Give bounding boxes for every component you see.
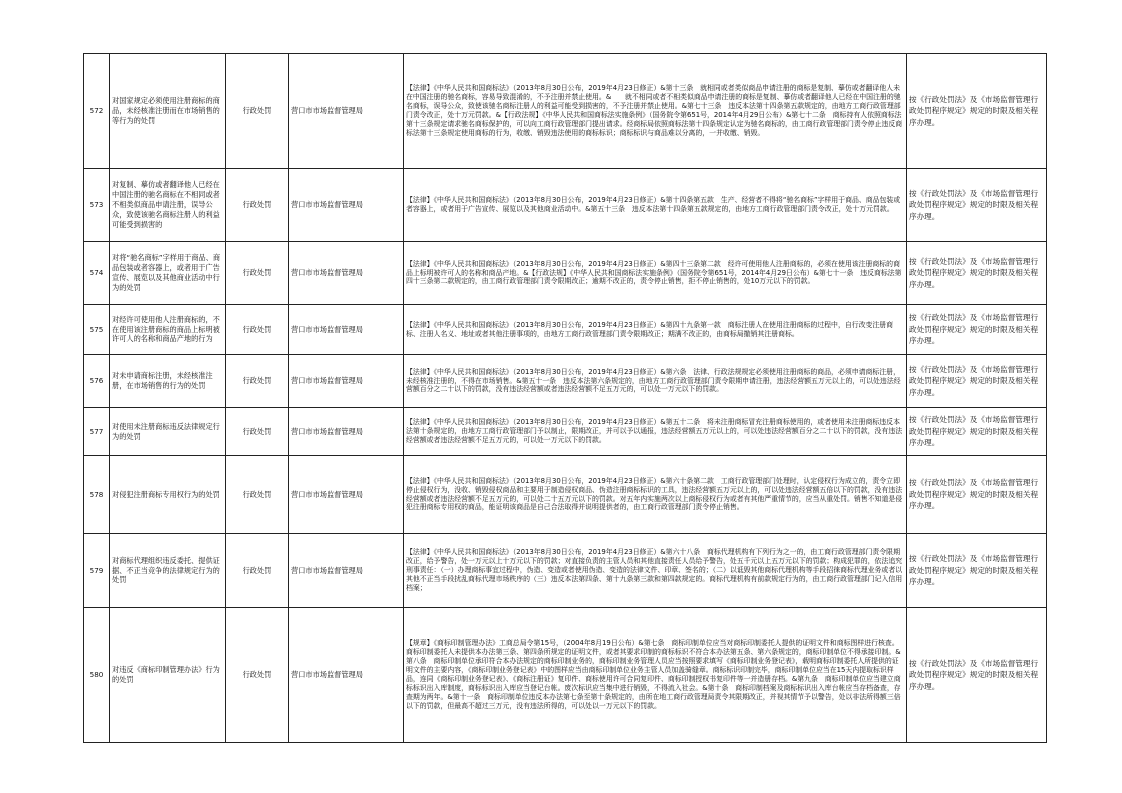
procedure-note: 按《行政处罚法》及《市场监督管理行政处罚程序规定》规定的时限及相关程序办理。 [907,169,1047,242]
procedure-note: 按《行政处罚法》及《市场监督管理行政处罚程序规定》规定的时限及相关程序办理。 [907,305,1047,355]
enforcement-agency: 营口市市场监督管理局 [289,242,404,305]
legal-basis: 【法律】《中华人民共和国商标法》（2013年8月30日公布，2019年4月23日修正）&第六十条第二款 工商行政管理部门处理时，认定侵权行为成立的，责令立即停止侵权行为，没收、销毁侵权商品和主要用于制造侵权商品、伪造注册商标标识的工具，违法经营额五万元以上的，可以处违法经营额五倍以下的罚款，没有违法经营额或者违法经营额不足五万元的，可以处二十五万元以下的罚款。对五年内实施两次以上商标侵权行为或者有其他严重情节的，应当从重处罚。销售不知道是侵犯注册商标专用权的商品，能证明该商品是自己合法取得并说明提供者的，由工商行政管理部门责令停止销售。 [404,456,907,534]
procedure-note: 按《行政处罚法》及《市场监督管理行政处罚程序规定》规定的时限及相关程序办理。 [907,355,1047,408]
table-row [84,355,1047,408]
item-name: 对经许可使用他人注册商标的，不在使用该注册商标的商品上标明被许可人的名称和商品产地的行为 [110,305,226,355]
enforcement-agency: 营口市市场监督管理局 [289,608,404,743]
table-row [84,305,1047,355]
item-name: 对复制、摹仿或者翻译他人已经在中国注册的驰名商标在不相同或者不相类似商品申请注册，误导公众，致使该驰名商标注册人的利益可能受到损害的 [110,169,226,242]
row-number: 576 [84,355,110,408]
table-row [84,456,1047,534]
item-name: 对商标代理组织违反委托、提供证据、不正当竞争的法律规定行为的处罚 [110,534,226,608]
table-row [84,54,1047,169]
item-type: 行政处罚 [226,408,289,456]
item-name: 对侵犯注册商标专用权行为的处罚 [110,456,226,534]
legal-basis: 【法律】《中华人民共和国商标法》（2013年8月30日公布，2019年4月23日修正）&第六条 法律、行政法规规定必须使用注册商标的商品，必须申请商标注册，未经核准注册的，不得在市场销售。&第五十一条 违反本法第六条规定的，由地方工商行政管理部门责令限期申请注册，违法经营额五万元以上的，可以处违法经营额百分之二十以下的罚款，没有违法经营额或者违法经营额不足五万元的，可以处一万元以下的罚款。 [404,355,907,408]
power-list-table [83,53,1047,743]
legal-basis: 【法律】《中华人民共和国商标法》（2013年8月30日公布，2019年4月23日修正）&第四十九条第一款 商标注册人在使用注册商标的过程中，自行改变注册商标、注册人名义、地址或者其他注册事项的，由地方工商行政管理部门责令限期改正；期满不改正的，由商标局撤销其注册商标。 [404,305,907,355]
enforcement-agency: 营口市市场监督管理局 [289,534,404,608]
legal-basis: 【法律】《中华人民共和国商标法》（2013年8月30日公布，2019年4月23日修正）&第四十三条第二款 经许可使用他人注册商标的，必须在使用该注册商标的商品上标明被许可人的名称和商品产地。&【行政法规】《中华人民共和国商标法实施条例》（国务院令第651号，2014年4月29日公布）&第七十一条 违反商标法第四十三条第二款规定的，由工商行政管理部门责令限期改正；逾期不改正的，责令停止销售，拒不停止销售的，处10万元以下的罚款。 [404,242,907,305]
procedure-note: 按《行政处罚法》及《市场监督管理行政处罚程序规定》规定的时限及相关程序办理。 [907,54,1047,169]
item-type: 行政处罚 [226,169,289,242]
row-number: 578 [84,456,110,534]
table-row [84,169,1047,242]
table-row [84,608,1047,743]
row-number: 577 [84,408,110,456]
row-number: 580 [84,608,110,743]
enforcement-agency: 营口市市场监督管理局 [289,408,404,456]
table-row [84,534,1047,608]
procedure-note: 按《行政处罚法》及《市场监督管理行政处罚程序规定》规定的时限及相关程序办理。 [907,408,1047,456]
legal-basis: 【法律】《中华人民共和国商标法》（2013年8月30日公布，2019年4月23日修正）&第十三条 就相同或者类似商品申请注册的商标是复制、摹仿或者翻译他人未在中国注册的驰名商标，容易导致混淆的，不予注册并禁止使用。& 就不相同或者不相类似商品申请注册的商标是复制、摹仿或者翻译他人已经在中国注册的驰名商标，误导公众，致使该驰名商标注册人的利益可能受到损害的，不予注册并禁止使用。&第七十三条 违反本法第十四条第五款规定的，由地方工商行政管理部门责令改正，处十万元罚款。&【行政法规】《中华人民共和国商标法实施条例》（国务院令第651号，2014年4月29日公布）&第七十二条 商标持有人依照商标法第十三条规定请求驰名商标保护的，可以向工商行政管理部门提出请求。经商标局依照商标法第十四条规定认定为驰名商标的，由工商行政管理部门责令停止违反商标法第十三条规定使用商标的行为，收缴、销毁违法使用的商标标识；商标标识与商品难以分离的，一并收缴、销毁。 [404,54,907,169]
row-number: 575 [84,305,110,355]
item-type: 行政处罚 [226,456,289,534]
item-type: 行政处罚 [226,54,289,169]
item-name: 对使用未注册商标违反法律规定行为的处罚 [110,408,226,456]
item-name: 对国家规定必须使用注册商标的商品，未经核准注册而在市场销售的等行为的处罚 [110,54,226,169]
enforcement-agency: 营口市市场监督管理局 [289,169,404,242]
table-row [84,242,1047,305]
procedure-note: 按《行政处罚法》及《市场监督管理行政处罚程序规定》规定的时限及相关程序办理。 [907,608,1047,743]
legal-basis: 【规章】《商标印制管理办法》工商总局令第15号，（2004年8月19日公布）&第七条 商标印制单位应当对商标印制委托人提供的证明文件和商标图样进行核查。商标印制委托人未提供本办法第三条、第四条所规定的证明文件，或者其要求印制的商标标识不符合本办法第五条、第六条规定的，商标印制单位不得承接印制。&第八条 商标印制单位承印符合本办法规定的商标印制业务的，商标印制业务管理人员应当按照要求填写《商标印制业务登记表》，载明商标印制委托人所提供的证明文件的主要内容，《商标印制业务登记表》中的图样应当由商标印制单位业务主管人员加盖骑缝章。商标标识印制完毕，商标印制单位应当在15天内提取标识样品，连同《商标印制业务登记表》、《商标注册证》复印件、商标使用许可合同复印件、商标印制授权书复印件等一并造册存档。&第九条 商标印制单位应当建立商标标识出入库制度，商标标识出入库应当登记台帐。废次标识应当集中进行销毁，不得流入社会。&第十条 商标印制档案及商标标识出入库台帐应当存档备查，存查期为两年。&第十一条 商标印制单位违反本办法第七条至第十条规定的，由所在地工商行政管理局责令其限期改正，并视其情节予以警告，处以非法所得额三倍以下的罚款，但最高不超过三万元，没有违法所得的，可以处以一万元以下的罚款。 [404,608,907,743]
item-type: 行政处罚 [226,608,289,743]
table-row [84,408,1047,456]
enforcement-agency: 营口市市场监督管理局 [289,305,404,355]
item-name: 对将“驰名商标”字样用于商品、商品包装或者容器上，或者用于广告宣传、展览以及其他商业活动中行为的处罚 [110,242,226,305]
item-type: 行政处罚 [226,355,289,408]
row-number: 574 [84,242,110,305]
procedure-note: 按《行政处罚法》及《市场监督管理行政处罚程序规定》规定的时限及相关程序办理。 [907,534,1047,608]
row-number: 573 [84,169,110,242]
legal-basis: 【法律】《中华人民共和国商标法》（2013年8月30日公布，2019年4月23日修正）&第十四条第五款 生产、经营者不得将“驰名商标”字样用于商品、商品包装或者容器上，或者用于广告宣传、展览以及其他商业活动中。&第五十三条 违反本法第十四条第五款规定的，由地方工商行政管理部门责令改正，处十万元罚款。 [404,169,907,242]
procedure-note: 按《行政处罚法》及《市场监督管理行政处罚程序规定》规定的时限及相关程序办理。 [907,242,1047,305]
procedure-note: 按《行政处罚法》及《市场监督管理行政处罚程序规定》规定的时限及相关程序办理。 [907,456,1047,534]
item-type: 行政处罚 [226,305,289,355]
item-name: 对违反《商标印制管理办法》行为的处罚 [110,608,226,743]
enforcement-agency: 营口市市场监督管理局 [289,54,404,169]
item-type: 行政处罚 [226,242,289,305]
row-number: 579 [84,534,110,608]
enforcement-agency: 营口市市场监督管理局 [289,456,404,534]
legal-basis: 【法律】《中华人民共和国商标法》（2013年8月30日公布，2019年4月23日修正）&第五十二条 将未注册商标冒充注册商标使用的，或者使用未注册商标违反本法第十条规定的，由地方工商行政管理部门予以制止，限期改正，并可以予以通报，违法经营额五万元以上的，可以处违法经营额百分之二十以下的罚款，没有违法经营额或者违法经营额不足五万元的，可以处一万元以下的罚款。 [404,408,907,456]
enforcement-agency: 营口市市场监督管理局 [289,355,404,408]
legal-basis: 【法律】《中华人民共和国商标法》（2013年8月30日公布，2019年4月23日修正）&第六十八条 商标代理机构有下列行为之一的，由工商行政管理部门责令限期改正，给予警告，处一万元以上十万元以下的罚款；对直接负责的主管人员和其他直接责任人员给予警告，处五千元以上五万元以下的罚款；构成犯罪的，依法追究刑事责任：（一）办理商标事宜过程中，伪造、变造或者使用伪造、变造的法律文件、印章、签名的；（二）以诋毁其他商标代理机构等手段招徕商标代理业务或者以其他不正当手段扰乱商标代理市场秩序的（三）违反本法第四条、第十九条第三款和第四款规定的。商标代理机构有前款规定行为的，由工商行政管理部门记入信用档案； [404,534,907,608]
item-name: 对未申请商标注册，未经核准注册，在市场销售的行为的处罚 [110,355,226,408]
row-number: 572 [84,54,110,169]
item-type: 行政处罚 [226,534,289,608]
